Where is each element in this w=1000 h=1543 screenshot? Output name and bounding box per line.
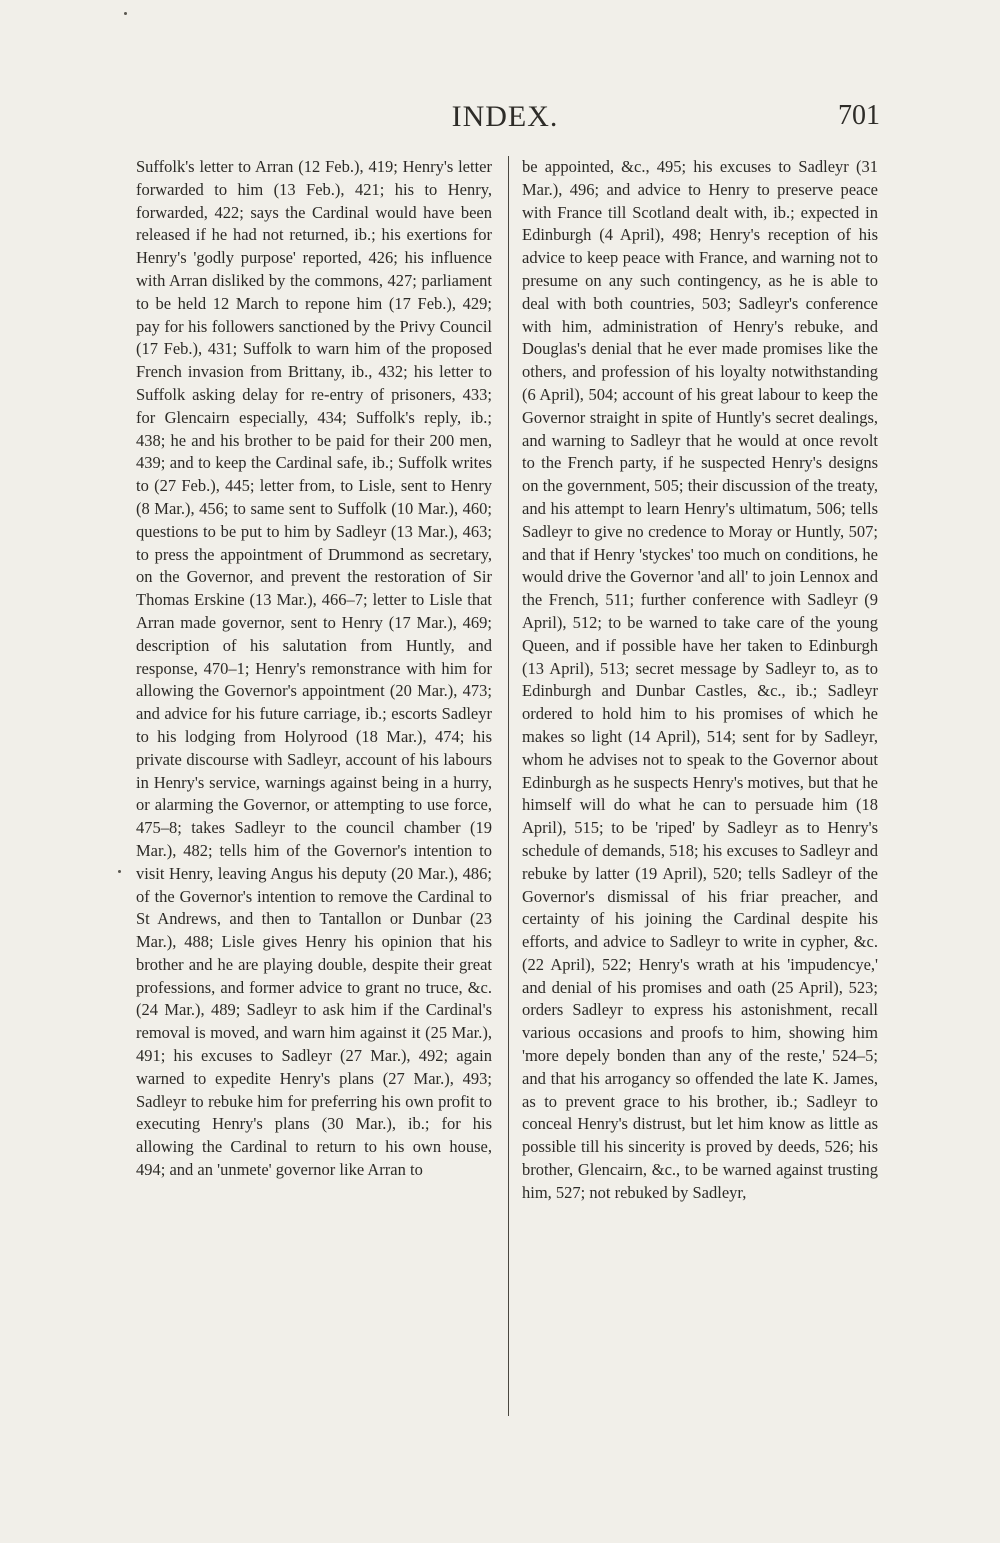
running-title: INDEX.	[451, 100, 559, 133]
column-divider	[508, 156, 509, 1416]
page-header	[0, 100, 1000, 140]
index-column-right	[522, 156, 878, 1205]
paper-speck	[124, 12, 127, 15]
paper-speck	[118, 870, 121, 873]
index-entry-text: Suffolk's letter to Arran (12 Feb.), 419; Henry's letter forwarded to him (13 Feb.), 421; his to Henry, forwarded, 422; says the Cardinal would have been released if he had not returned, ib.; his exertions for Henry's 'godly purpose' reported, 426; his influence with Arran disliked by the commons, 427; parliament to be held 12 March to repone him (17 Feb.), 429; pay for his followers sanctioned by the Privy Council (17 Feb.), 431; Suffolk to warn him of the proposed French invasion from Brittany, ib., 432; his letter to Suffolk asking delay for re-entry of prisoners, 433; for Glencairn especially, 434; Suffolk's reply, ib.; 438; he and his brother to be paid for their 200 men, 439; and to keep the Cardinal safe, ib.; Suffolk writes to (27 Feb.), 445; letter from, to Lisle, sent to Henry (8 Mar.), 456; to same sent to Suffolk (10 Mar.), 460; questions to be put to him by Sadleyr (13 Mar.), 463; to press the appointment of Drummond as secretary, on the Governor, and prevent the restoration of Sir Thomas Erskine (13 Mar.), 466–7; letter to Lisle that Arran made governor, sent to Henry (17 Mar.), 469; description of his salutation from Huntly, and response, 470–1; Henry's remonstrance with him for allowing the Governor's appointment (20 Mar.), 473; and advice for his future carriage, ib.; escorts Sadleyr to his lodging from Holyrood (18 Mar.), 474; his private discourse with Sadleyr, account of his labours in Henry's service, warnings against being in a hurry, or alarming the Governor, or attempting to use force, 475–8; takes Sadleyr to the council chamber (19 Mar.), 482; tells him of the Governor's intention to visit Henry, leaving Angus his deputy (20 Mar.), 486; of the Governor's intention to remove the Cardinal to St Andrews, and then to Tantallon or Dunbar (23 Mar.), 488; Lisle gives Henry his opinion that his brother and he are playing double, despite their great professions, and former advice to grant no truce, &c. (24 Mar.), 489; Sadleyr to ask him if the Cardinal's removal is moved, and warn him against it (25 Mar.), 491; his excuses to Sadleyr (27 Mar.), 492; again warned to expedite Henry's plans (27 Mar.), 493; Sadleyr to rebuke him for preferring his own profit to executing Henry's plans (30 Mar.), ib.; for his allowing the Cardinal to return to his own house, 494; and an 'unmete' governor like Arran to	[136, 157, 492, 1180]
index-column-left	[136, 156, 492, 1182]
page-number: 701	[838, 100, 880, 131]
index-entry-text: be appointed, &c., 495; his excuses to Sadleyr (31 Mar.), 496; and advice to Henry to preserve peace with France till Scotland dealt with, ib.; expected in Edinburgh (4 April), 498; Henry's reception of his advice to keep peace with France, and warning not to presume on any such contingency, as he is able to deal with both countries, 503; Sadleyr's conference with him, administration of Henry's rebuke, and Douglas's denial that he ever made promises like the others, and profession of his loyalty notwithstanding (6 April), 504; account of his great labour to keep the Governor straight in spite of Huntly's secret dealings, and warning to Sadleyr that he would at once revolt to the French party, if he suspected Henry's designs on the government, 505; their discussion of the treaty, and his attempt to learn Henry's ultimatum, 506; tells Sadleyr to give no credence to Moray or Huntly, 507; and that if Henry 'styckes' too much on conditions, he would drive the Governor 'and all' to join Lennox and the French, 511; further conference with Sadleyr (9 April), 512; to be warned to take care of the young Queen, and if possible have her taken to Edinburgh (13 April), 513; secret message by Sadleyr to, as to Edinburgh and Dunbar Castles, &c., ib.; Sadleyr ordered to hold him to his promises of which he makes so light (14 April), 514; sent for by Sadleyr, whom he advises not to speak to the Governor about Edinburgh as he suspects Henry's motives, but that he himself will do what he can to persuade him (18 April), 515; to be 'riped' by Sadleyr as to Henry's schedule of demands, 518; his excuses to Sadleyr and rebuke by latter (19 April), 520; tells Sadleyr of the Governor's dismissal of his friar preacher, and certainty of his joining the Cardinal despite his efforts, and advice to Sadleyr to write in cypher, &c. (22 April), 522; Henry's wrath at his 'impudencye,' and denial of his promises and oath (25 April), 523; orders Sadleyr to express his astonishment, recall various occasions and proofs to him, showing him 'more depely bonden than any of the reste,' 524–5; and that his arrogancy so offended the late K. James, as to prevent grace to his brother, ib.; Sadleyr to conceal Henry's distrust, but let him know as little as possible till his sincerity is proved by deeds, 526; his brother, Glencairn, &c., to be warned against trusting him, 527; not rebuked by Sadleyr,	[522, 157, 878, 1202]
